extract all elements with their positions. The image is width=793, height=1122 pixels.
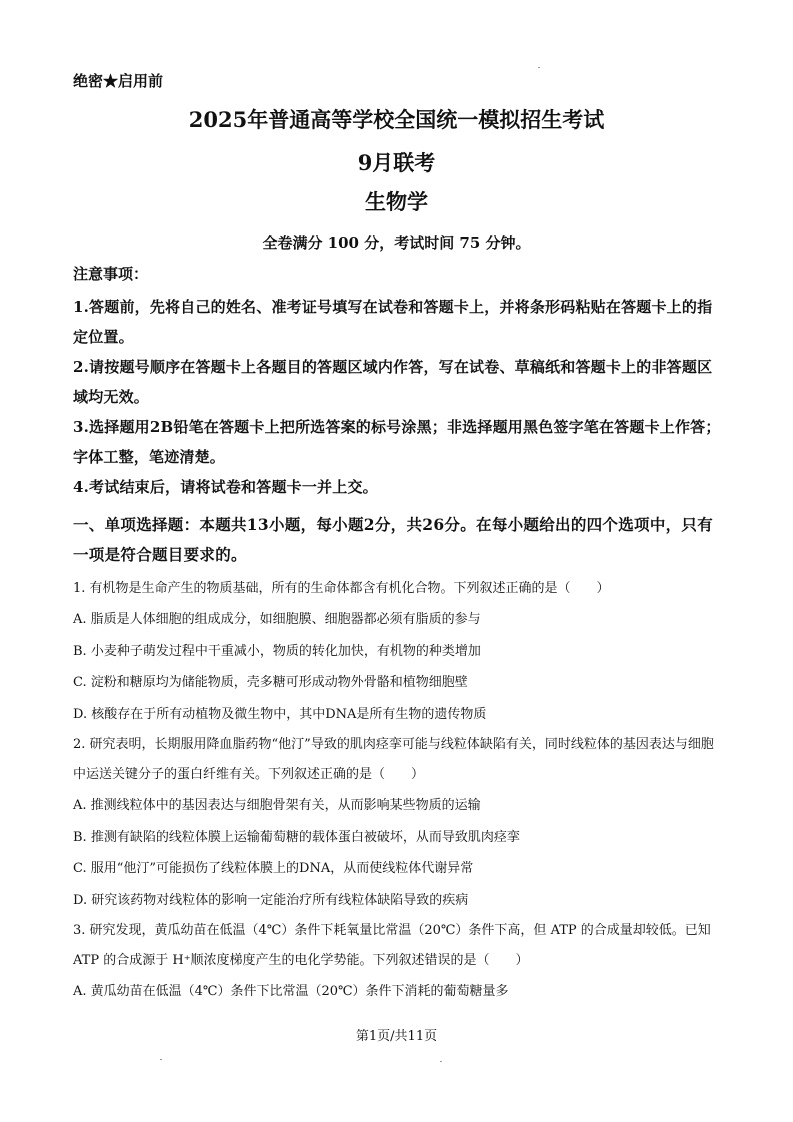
scan-speck bbox=[440, 1061, 442, 1062]
notice-item: 2.请按题号顺序在答题卡上各题目的答题区域内作答，写在试卷、草稿纸和答题卡上的非答题区域均无效。 bbox=[73, 358, 713, 406]
scan-speck bbox=[538, 67, 540, 68]
option-d: D. 研究该药物对线粒体的影响一定能治疗所有线粒体缺陷导致的疾病 bbox=[73, 892, 469, 908]
option-a: A. 脂质是人体细胞的组成成分，如细胞膜、细胞器都必须有脂质的参与 bbox=[73, 612, 481, 627]
page-footer: 第1页/共11页 bbox=[355, 1029, 438, 1044]
question-1 bbox=[73, 573, 721, 730]
score-time-info: 全卷满分 100 分，考试时间 75 分钟。 bbox=[262, 234, 531, 252]
exam-title: 2025年普通高等学校全国统一模拟招生考试 bbox=[188, 107, 605, 132]
section-title: 一、单项选择题：本题共13小题，每小题2分，共26分。在每小题给出的四个选项中，只有一项是符合题目要求的。 bbox=[73, 515, 714, 564]
question-stem: 1. 有机物是生命产生的物质基础，所有的生命体都含有机化合物。下列叙述正确的是（ ） bbox=[73, 581, 610, 596]
question-stem: 3. 研究发现，黄瓜幼苗在低温（4℃）条件下耗氧量比常温（20℃）条件下高，但 ATP 的合成量却较低。已知 ATP 的合成源于 H⁺顺浓度梯度产生的电化学势能。下列叙述错误的是（ ） bbox=[73, 923, 711, 968]
question-list bbox=[73, 573, 721, 1008]
option-c: C. 淀粉和糖原均为储能物质，壳多糖可形成动物外骨骼和植物细胞壁 bbox=[73, 675, 468, 690]
option-b: B. 推测有缺陷的线粒体膜上运输葡萄糖的载体蛋白被破坏，从而导致肌肉痉挛 bbox=[73, 829, 520, 845]
secret-mark: 绝密★启用前 bbox=[73, 72, 164, 90]
question-stem: 2. 研究表明，长期服用降血脂药物“他汀”导致的肌肉痉挛可能与线粒体缺陷有关，同时线粒体的基因表达与细胞中运送关键分子的蛋白纤维有关。下列叙述正确的是（ ） bbox=[73, 737, 714, 782]
subject-title: 生物学 bbox=[365, 189, 428, 214]
option-c: C. 服用“他汀”可能损伤了线粒体膜上的DNA，从而使线粒体代谢异常 bbox=[73, 861, 474, 876]
option-a: A. 推测线粒体中的基因表达与细胞骨架有关，从而影响某些物质的运输 bbox=[73, 798, 481, 813]
notices-heading: 注意事项： bbox=[73, 265, 149, 283]
scan-speck bbox=[160, 1059, 162, 1060]
notice-item: 1.答题前，先将自己的姓名、准考证号填写在试卷和答题卡上，并将条形码粘贴在答题卡上的指定位置。 bbox=[73, 298, 713, 346]
notices-list bbox=[73, 292, 721, 502]
notice-item: 3.选择题用2B铅笔在答题卡上把所选答案的标号涂黑；非选择题用黑色签字笔在答题卡上作答；字体工整，笔迹清楚。 bbox=[73, 418, 721, 466]
option-a: A. 黄瓜幼苗在低温（4℃）条件下比常温（20℃）条件下消耗的葡萄糖量多 bbox=[73, 984, 509, 999]
notice-item: 4.考试结束后，请将试卷和答题卡一并上交。 bbox=[73, 478, 378, 496]
option-d: D. 核酸存在于所有动植物及微生物中，其中DNA是所有生物的遗传物质 bbox=[73, 706, 487, 722]
question-2 bbox=[73, 730, 721, 916]
joint-exam-label: 9月联考 bbox=[357, 150, 436, 175]
option-b: B. 小麦种子萌发过程中干重减小，物质的转化加快，有机物的种类增加 bbox=[73, 643, 481, 659]
question-3 bbox=[73, 916, 721, 1008]
